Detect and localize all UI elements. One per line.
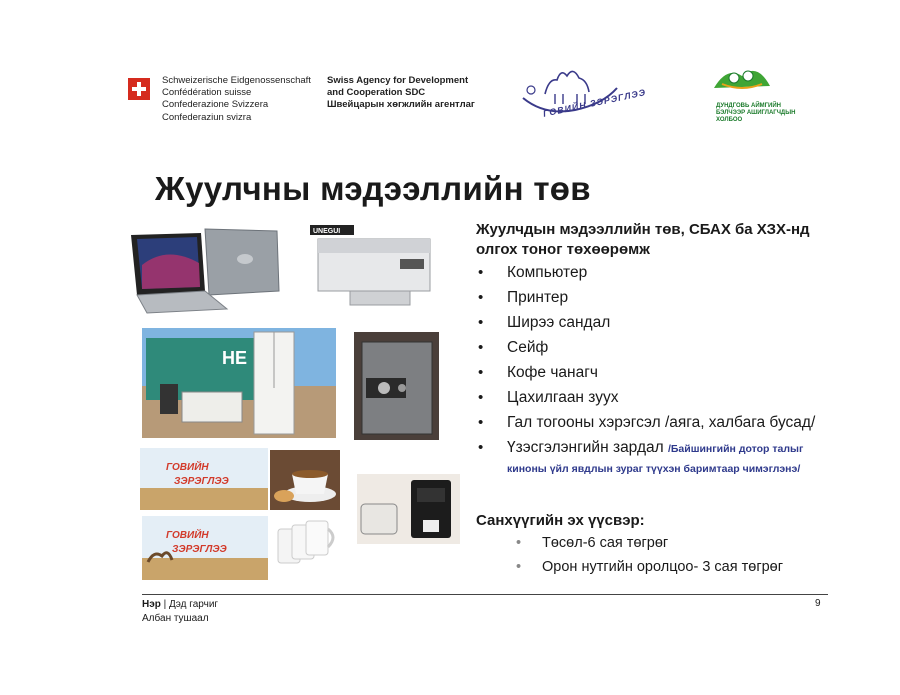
banner-photo-2 bbox=[142, 516, 268, 580]
container-letters: НЕ bbox=[222, 348, 248, 368]
list-item: • Принтер bbox=[476, 288, 821, 308]
list-item: • Компьютер bbox=[476, 263, 821, 283]
list-item: • Орон нутгийн оролцоо- 3 сая төгрөг bbox=[512, 557, 783, 577]
coffee-maker-photo bbox=[357, 474, 460, 544]
banner-text-4: ЗЭРЭГЛЭЭ bbox=[172, 544, 227, 555]
swiss-flag-icon bbox=[128, 78, 150, 100]
printer-photo bbox=[310, 225, 442, 315]
footer-separator: | bbox=[160, 599, 170, 610]
sdc-text: Swiss Agency for Development and Cooperation SDC Швейцарын хөгжлийн агентлаг bbox=[327, 75, 475, 111]
exhibition-note: /Байшингийн дотор талыг киноны үйл явдлын зураг түүхэн баримтаар чимэглэнэ/ bbox=[507, 443, 804, 475]
association-text: ДУНДГОВЬ АЙМГИЙН БЭЛЧЭЭР АШИГЛАГЧДЫН ХОЛБОО bbox=[716, 103, 796, 123]
association-logo bbox=[712, 58, 772, 94]
footer-name: Нэр bbox=[142, 599, 161, 610]
gobi-logo-text: ГОВИЙН ЗЭРЭГЛЭЭ bbox=[542, 87, 648, 119]
banner-photo-1 bbox=[140, 448, 268, 510]
list-item: • Кофе чанагч bbox=[476, 363, 821, 383]
slide-title: Жуулчны мэдээллийн төв bbox=[155, 170, 591, 207]
banner-text-1: ГОВИЙН bbox=[166, 462, 209, 473]
laptop-photo bbox=[127, 225, 285, 315]
footer-info bbox=[142, 598, 218, 626]
safe-photo bbox=[354, 332, 439, 440]
footer-divider bbox=[142, 594, 828, 595]
coffee-cup-photo bbox=[270, 450, 340, 510]
printer-badge: UNEGUI bbox=[313, 228, 341, 235]
mugs-photo bbox=[272, 515, 342, 580]
list-item: • Цахилгаан зуух bbox=[476, 388, 821, 408]
banner-text-3: ГОВИЙН bbox=[166, 530, 209, 541]
banner-text-2: ЗЭРЭГЛЭЭ bbox=[174, 476, 229, 487]
list-item: • Ширээ сандал bbox=[476, 313, 821, 333]
page-number: 9 bbox=[815, 598, 821, 609]
list-item: • Сейф bbox=[476, 338, 821, 358]
funding-title: Санхүүгийн эх үүсвэр: bbox=[476, 512, 645, 529]
exhibition-label: Үзэсгэлэнгийн зардал bbox=[507, 439, 668, 456]
confederation-text: Schweizerische Eidgenossenschaft Confédération suisse Confederazione Svizzera Confederaziun svizra bbox=[162, 75, 311, 123]
funding-list bbox=[512, 533, 783, 581]
footer-position: Албан тушаал bbox=[142, 613, 209, 624]
footer-subtitle: Дэд гарчиг bbox=[169, 599, 219, 610]
list-item: • Гал тогооны хэрэгсэл /аяга, халбага бусад/ bbox=[476, 413, 821, 433]
equipment-subheading: Жуулчдын мэдээллийн төв, СБАХ ба ХЗХ-нд олгох тоног төхөөрөмж bbox=[476, 221, 810, 258]
furniture-photo bbox=[142, 328, 336, 438]
list-item-exhibition bbox=[476, 438, 821, 478]
list-item: • Төсөл-6 сая төгрөг bbox=[512, 533, 783, 553]
equipment-list bbox=[476, 263, 821, 483]
